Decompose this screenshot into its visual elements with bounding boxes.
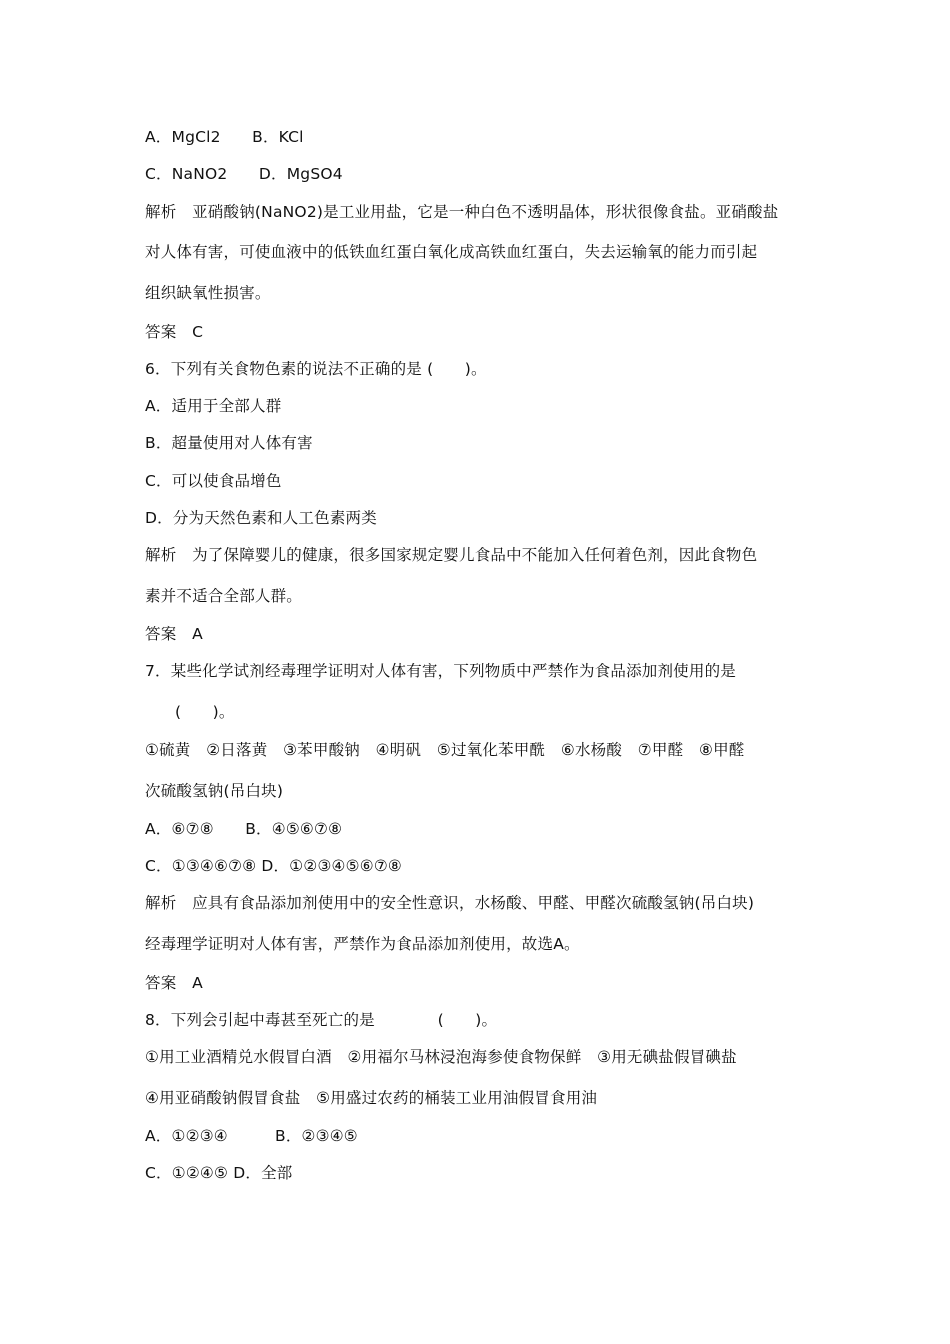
q5-options-ab: A．MgCl2 B．KCl bbox=[145, 128, 304, 146]
q6-analysis-line-1: 解析 为了保障婴儿的健康，很多国家规定婴儿食品中不能加入任何着色剂，因此食物色 bbox=[145, 546, 758, 564]
q6-option-a: A．适用于全部人群 bbox=[145, 397, 282, 415]
q7-items-line-1: ①硫黄 ②日落黄 ③苯甲酸钠 ④明矾 ⑤过氧化苯甲酰 ⑥水杨酸 ⑦甲醛 ⑧甲醛 bbox=[145, 741, 745, 759]
q7-options-cd: C．①③④⑥⑦⑧ D．①②③④⑤⑥⑦⑧ bbox=[145, 857, 403, 875]
q7-stem-line-2: ( )。 bbox=[175, 703, 235, 721]
q5-answer: 答案 C bbox=[145, 323, 204, 341]
q5-analysis-line-3: 组织缺氧性损害。 bbox=[145, 284, 271, 302]
q7-items-line-2: 次硫酸氢钠(吊白块) bbox=[145, 782, 284, 800]
q5-analysis-line-2: 对人体有害，可使血液中的低铁血红蛋白氧化成高铁血红蛋白，失去运输氧的能力而引起 bbox=[145, 243, 758, 261]
q5-analysis-line-1: 解析 亚硝酸钠(NaNO2)是工业用盐，它是一种白色不透明晶体，形状很像食盐。亚硝酸盐 bbox=[145, 203, 779, 221]
q7-stem-line-1: 7．某些化学试剂经毒理学证明对人体有害，下列物质中严禁作为食品添加剂使用的是 bbox=[145, 662, 736, 680]
q6-answer: 答案 A bbox=[145, 625, 203, 643]
q7-options-ab: A．⑥⑦⑧ B．④⑤⑥⑦⑧ bbox=[145, 820, 343, 838]
q6-analysis-line-2: 素并不适合全部人群。 bbox=[145, 587, 303, 605]
q8-items-line-1: ①用工业酒精兑水假冒白酒 ②用福尔马林浸泡海参使食物保鲜 ③用无碘盐假冒碘盐 bbox=[145, 1048, 737, 1066]
q6-option-d: D．分为天然色素和人工色素两类 bbox=[145, 509, 377, 527]
q6-option-b: B．超量使用对人体有害 bbox=[145, 434, 313, 452]
q7-analysis-line-1: 解析 应具有食品添加剂使用中的安全性意识，水杨酸、甲醛、甲醛次硫酸氢钠(吊白块) bbox=[145, 894, 755, 912]
q6-option-c: C．可以使食品增色 bbox=[145, 472, 282, 490]
q5-options-cd: C．NaNO2 D．MgSO4 bbox=[145, 165, 343, 183]
q8-items-line-2: ④用亚硝酸钠假冒食盐 ⑤用盛过农药的桶装工业用油假冒食用油 bbox=[145, 1089, 598, 1107]
q7-answer: 答案 A bbox=[145, 974, 203, 992]
q8-options-ab: A．①②③④ B．②③④⑤ bbox=[145, 1127, 358, 1145]
q6-stem: 6．下列有关食物色素的说法不正确的是 ( )。 bbox=[145, 360, 487, 378]
q7-analysis-line-2: 经毒理学证明对人体有害，严禁作为食品添加剂使用，故选A。 bbox=[145, 935, 580, 953]
q8-stem: 8．下列会引起中毒甚至死亡的是 ( )。 bbox=[145, 1011, 498, 1029]
q8-options-cd: C．①②④⑤ D．全部 bbox=[145, 1164, 293, 1182]
